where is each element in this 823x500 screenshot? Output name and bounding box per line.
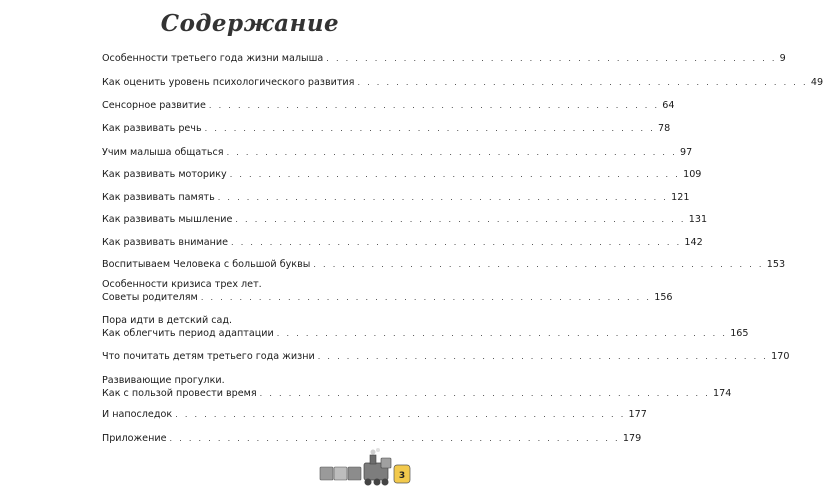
toc-entry	[102, 168, 702, 181]
toc-entry	[102, 432, 642, 445]
dot-leader: . . . . . . . . . . . . . . . . . . . . . . . . . . . . . . . . . . . . . . . . . . . . . . .	[226, 148, 677, 157]
toc-entry-title: Что почитать детям третьего года жизни	[102, 351, 315, 362]
dot-leader: . . . . . . . . . . . . . . . . . . . . . . . . . . . . . . . . . . . . . . . . . . . . . . .	[231, 238, 682, 247]
toc-entry-title: Как оценить уровень психологического развития	[102, 77, 355, 88]
dot-leader: . . . . . . . . . . . . . . . . . . . . . . . . . . . . . . . . . . . . . . . . . . . . . . .	[204, 124, 656, 133]
toc-entry-title: Воспитываем Человека с большой буквы	[102, 259, 311, 270]
toc-entry-title: Учим малыша общаться	[102, 147, 224, 158]
toc-entry-title: И напоследок	[102, 409, 173, 420]
toc-entry	[102, 52, 786, 65]
toc-page-number: 109	[683, 169, 702, 180]
toc-page-number: 49	[810, 77, 823, 88]
page-number: 3	[398, 471, 406, 481]
toc-entry	[102, 314, 749, 340]
toc-page-number: 142	[684, 237, 703, 248]
toc-entry-title: Особенности третьего года жизни малыша	[102, 53, 324, 64]
toc-page-number: 153	[766, 259, 786, 270]
toc-page-number: 9	[779, 53, 786, 64]
toc-entry-title: Как облегчить период адаптации	[102, 328, 274, 339]
toc-page-number: 177	[628, 409, 647, 420]
toc-entry-title: Как с пользой провести время	[102, 388, 257, 399]
dot-leader: . . . . . . . . . . . . . . . . . . . . . . . . . . . . . . . . . . . . . . . . . . . . . . .	[200, 293, 652, 302]
toc-entry	[102, 191, 690, 204]
toc-entry	[102, 76, 823, 89]
toc-entry	[102, 408, 647, 421]
toc-page-number: 179	[622, 433, 642, 444]
toc-entry	[102, 213, 708, 226]
dot-leader: . . . . . . . . . . . . . . . . . . . . . . . . . . . . . . . . . . . . . . . . . . . . . . .	[259, 389, 711, 398]
dot-leader: . . . . . . . . . . . . . . . . . . . . . . . . . . . . . . . . . . . . . . . . . . . . . . .	[276, 329, 728, 338]
toc-entry	[102, 236, 703, 249]
toc-page-number: 64	[662, 100, 675, 111]
toc-entry	[102, 350, 790, 363]
toc-page-number: 170	[771, 351, 790, 362]
page-title: Содержание	[160, 10, 340, 37]
toc-page-number: 121	[671, 192, 690, 203]
toc-page-number: 78	[658, 123, 671, 134]
toc-entry-title: Сенсорное развитие	[102, 100, 206, 111]
toc-page-number: 156	[654, 292, 673, 303]
toc-entry	[102, 374, 732, 400]
toc-entry-title: Развивающие прогулки.	[102, 375, 225, 386]
toc-page-number: 165	[730, 328, 749, 339]
dot-leader: . . . . . . . . . . . . . . . . . . . . . . . . . . . . . . . . . . . . . . . . . . . . . . .	[317, 352, 769, 361]
toc-page-number: 97	[679, 147, 693, 158]
toc-entry-title: Как развивать память	[102, 192, 215, 203]
dot-leader: . . . . . . . . . . . . . . . . . . . . . . . . . . . . . . . . . . . . . . . . . . . . . . .	[169, 434, 620, 443]
dot-leader: . . . . . . . . . . . . . . . . . . . . . . . . . . . . . . . . . . . . . . . . . . . . . . .	[235, 215, 686, 224]
toc-entry-title: Особенности кризиса трех лет.	[102, 279, 262, 290]
dot-leader: . . . . . . . . . . . . . . . . . . . . . . . . . . . . . . . . . . . . . . . . . . . . . . .	[229, 170, 681, 179]
toc-entry-title: Приложение	[102, 433, 167, 444]
toc-page-number: 174	[713, 388, 732, 399]
toc-page-number: 131	[688, 214, 708, 225]
dot-leader: . . . . . . . . . . . . . . . . . . . . . . . . . . . . . . . . . . . . . . . . . . . . . . .	[208, 101, 660, 110]
dot-leader: . . . . . . . . . . . . . . . . . . . . . . . . . . . . . . . . . . . . . . . . . . . . . . .	[175, 410, 626, 419]
toc-entry-title: Как развивать внимание	[102, 237, 229, 248]
toc-entry-title: Советы родителям	[102, 292, 198, 303]
dot-leader: . . . . . . . . . . . . . . . . . . . . . . . . . . . . . . . . . . . . . . . . . . . . . . .	[217, 193, 669, 202]
toc-entry-title: Как развивать моторику	[102, 169, 227, 180]
dot-leader: . . . . . . . . . . . . . . . . . . . . . . . . . . . . . . . . . . . . . . . . . . . . . . .	[313, 260, 764, 269]
toc-entry	[102, 146, 693, 159]
toc-entry	[102, 99, 675, 112]
toc-entry	[102, 278, 673, 304]
toc-entry-title: Пора идти в детский сад.	[102, 315, 233, 326]
train-illustration	[318, 447, 414, 487]
toc-entry	[102, 258, 786, 271]
toc-entry-title: Как развивать мышление	[102, 214, 233, 225]
dot-leader: . . . . . . . . . . . . . . . . . . . . . . . . . . . . . . . . . . . . . . . . . . . . . . .	[357, 78, 808, 87]
toc-entry-title: Как развивать речь	[102, 123, 202, 134]
dot-leader: . . . . . . . . . . . . . . . . . . . . . . . . . . . . . . . . . . . . . . . . . . . . . . .	[326, 54, 777, 63]
toc-entry	[102, 122, 671, 135]
